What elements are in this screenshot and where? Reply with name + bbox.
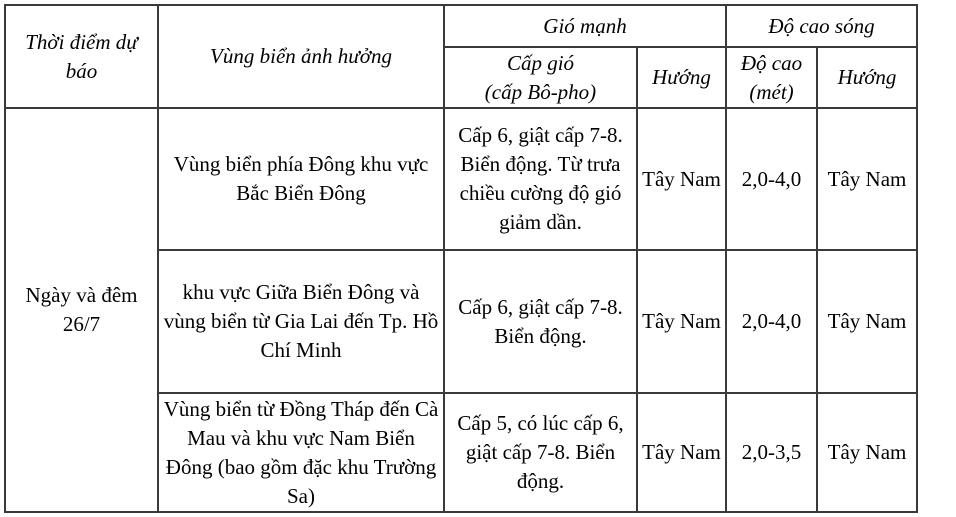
header-wave-height-line2: (mét) xyxy=(749,79,794,104)
header-wave-height-line1: Độ cao xyxy=(740,50,803,75)
header-wind-level xyxy=(444,47,637,108)
wind-direction-cell: Tây Nam xyxy=(637,393,726,512)
wave-direction-cell: Tây Nam xyxy=(817,108,917,250)
header-wind-level-line1: Cấp gió xyxy=(506,50,575,75)
header-wave-direction: Hướng xyxy=(817,47,917,108)
area-cell: Vùng biển từ Đồng Tháp đến Cà Mau và khu vực Nam Biển Đông (bao gồm đặc khu Trường Sa) xyxy=(158,393,444,512)
area-cell: khu vực Giữa Biển Đông và vùng biển từ Gia Lai đến Tp. Hồ Chí Minh xyxy=(158,250,444,393)
wind-direction-cell: Tây Nam xyxy=(637,108,726,250)
wave-height-cell: 2,0-4,0 xyxy=(726,108,817,250)
wind-level-cell: Cấp 5, có lúc cấp 6, giật cấp 7-8. Biển động. xyxy=(444,393,637,512)
header-wind-group: Gió mạnh xyxy=(444,5,726,47)
header-wind-direction: Hướng xyxy=(637,47,726,108)
header-time: Thời điểm dự báo xyxy=(5,5,158,108)
wave-direction-cell: Tây Nam xyxy=(817,393,917,512)
wind-level-cell: Cấp 6, giật cấp 7-8. Biển động. xyxy=(444,250,637,393)
wave-height-cell: 2,0-3,5 xyxy=(726,393,817,512)
header-row-1 xyxy=(5,5,917,47)
wind-level-cell: Cấp 6, giật cấp 7-8. Biển động. Từ trưa chiều cường độ gió giảm dần. xyxy=(444,108,637,250)
header-wave-height xyxy=(726,47,817,108)
header-area: Vùng biển ảnh hưởng xyxy=(158,5,444,108)
table-row xyxy=(5,108,917,250)
header-wind-level-line2: (cấp Bô-pho) xyxy=(484,79,597,104)
header-wave-group: Độ cao sóng xyxy=(726,5,917,47)
wave-height-cell: 2,0-4,0 xyxy=(726,250,817,393)
wind-direction-cell: Tây Nam xyxy=(637,250,726,393)
wave-direction-cell: Tây Nam xyxy=(817,250,917,393)
sea-forecast-table xyxy=(4,4,918,513)
time-cell: Ngày và đêm 26/7 xyxy=(5,108,158,512)
area-cell: Vùng biển phía Đông khu vực Bắc Biển Đông xyxy=(158,108,444,250)
